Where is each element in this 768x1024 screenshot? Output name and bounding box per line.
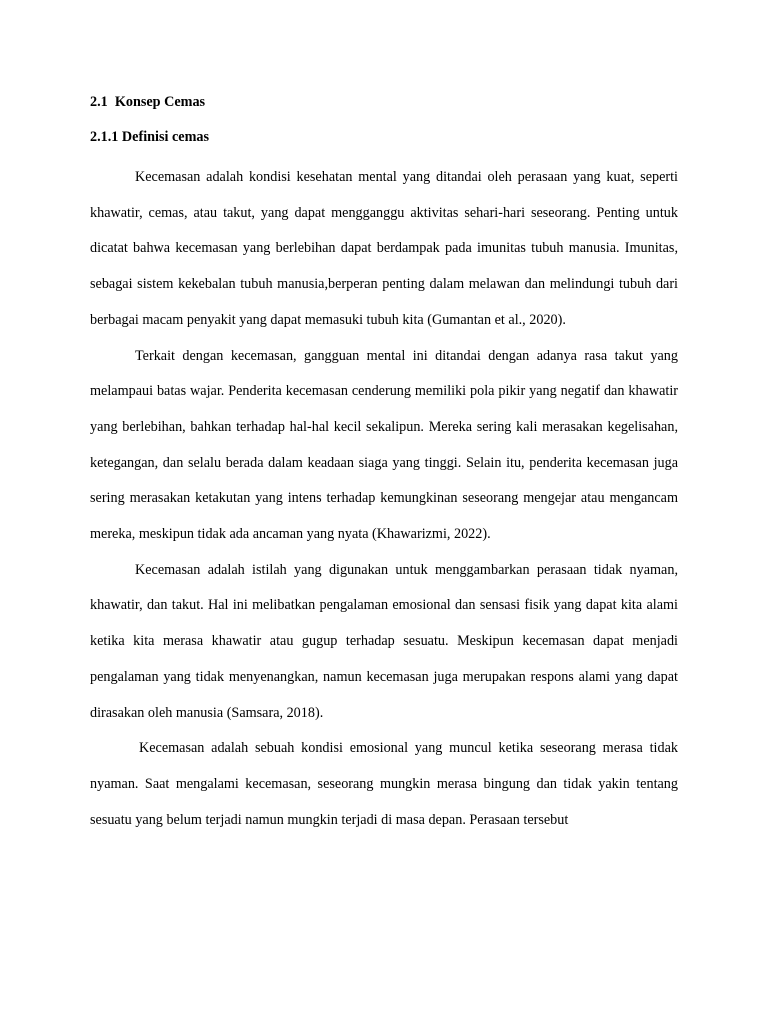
section-heading: 2.1 Konsep Cemas (90, 94, 206, 110)
paragraph-3: Kecemasan adalah istilah yang digunakan untuk menggambarkan perasaan tidak nyaman, khawatir, dan takut. Hal ini melibatkan pengalaman emosional dan sensasi fisik yang dapat kita alami ketika kita merasa khawatir atau gugup terhadap sesuatu. Meskipun kecemasan dapat menjadi pengalaman yang tidak menyenangkan, namun kecemasan juga merupakan respons alami yang dapat dirasakan oleh manusia (Samsara, 2018). (90, 561, 678, 721)
paragraph-2: Terkait dengan kecemasan, gangguan mental ini ditandai dengan adanya rasa takut yang melampaui batas wajar. Penderita kecemasan cenderung memiliki pola pikir yang negatif dan khawatir yang berlebihan, bahkan terhadap hal-hal kecil sekalipun. Mereka sering kali merasakan kegelisahan, ketegangan, dan selalu berada dalam keadaan siaga yang tinggi. Selain itu, penderita kecemasan juga sering merasakan ketakutan yang intens terhadap kemungkinan seseorang mengejar atau mengancam mereka, meskipun tidak ada ancaman yang nyata (Khawarizmi, 2022). (90, 347, 678, 543)
paragraph-4: Kecemasan adalah sebuah kondisi emosional yang muncul ketika seseorang merasa tidak nyaman. Saat mengalami kecemasan, seseorang mungkin merasa bingung dan tidak yakin tentang sesuatu yang belum terjadi namun mungkin terjadi di masa depan. Perasaan tersebut (90, 740, 678, 828)
paragraph-1: Kecemasan adalah kondisi kesehatan mental yang ditandai oleh perasaan yang kuat, seperti khawatir, cemas, atau takut, yang dapat mengganggu aktivitas sehari-hari seseorang. Penting untuk dicatat bahwa kecemasan yang berlebihan dapat berdampak pada imunitas tubuh manusia. Imunitas, sebagai sistem kekebalan tubuh manusia,berperan penting dalam melawan dan melindungi tubuh dari berbagai macam penyakit yang dapat memasuki tubuh kita (Gumantan et al., 2020). (90, 169, 678, 328)
subsection-heading: 2.1.1 Definisi cemas (90, 129, 210, 145)
document-page (90, 90, 678, 838)
